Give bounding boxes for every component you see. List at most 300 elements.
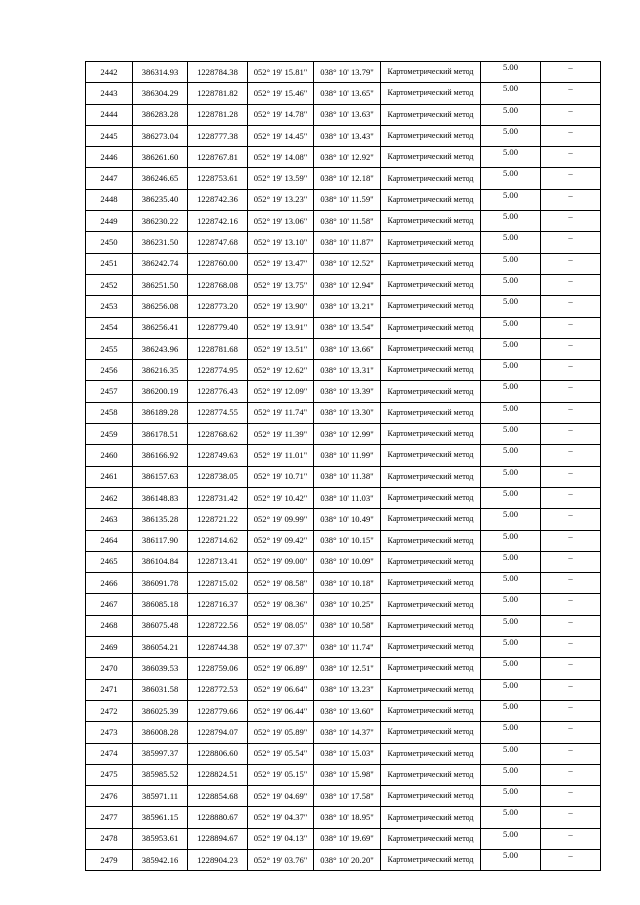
y-coordinate-cell: 1228768.08 [188, 274, 248, 295]
method-cell: Картометрический метод [381, 211, 481, 232]
y-coordinate-cell: 1228716.37 [188, 594, 248, 615]
precision-cell: 5.00 [481, 466, 541, 487]
table-row [86, 743, 601, 764]
precision-cell: 5.00 [481, 594, 541, 615]
table-row [86, 637, 601, 658]
longitude-cell: 038° 10' 11.38" [314, 466, 381, 487]
empty-cell: – [541, 530, 601, 551]
empty-cell: – [541, 424, 601, 445]
empty-cell: – [541, 211, 601, 232]
method-cell: Картометрический метод [381, 743, 481, 764]
y-coordinate-cell: 1228773.20 [188, 296, 248, 317]
x-coordinate-cell: 386117.90 [133, 530, 188, 551]
latitude-cell: 052° 19' 13.23" [248, 189, 314, 210]
latitude-cell: 052° 19' 06.64" [248, 679, 314, 700]
method-cell: Картометрический метод [381, 402, 481, 423]
y-coordinate-cell: 1228731.42 [188, 487, 248, 508]
latitude-cell: 052° 19' 13.75" [248, 274, 314, 295]
empty-cell: – [541, 104, 601, 125]
point-number-cell: 2467 [86, 594, 133, 615]
point-number-cell: 2478 [86, 828, 133, 849]
longitude-cell: 038° 10' 13.63" [314, 104, 381, 125]
latitude-cell: 052° 19' 09.42" [248, 530, 314, 551]
y-coordinate-cell: 1228781.82 [188, 83, 248, 104]
point-number-cell: 2469 [86, 637, 133, 658]
method-cell: Картометрический метод [381, 487, 481, 508]
precision-cell: 5.00 [481, 62, 541, 83]
table-row [86, 849, 601, 870]
empty-cell: – [541, 360, 601, 381]
longitude-cell: 038° 10' 13.43" [314, 125, 381, 146]
method-cell: Картометрический метод [381, 679, 481, 700]
y-coordinate-cell: 1228774.95 [188, 360, 248, 381]
method-cell: Картометрический метод [381, 360, 481, 381]
x-coordinate-cell: 386075.48 [133, 615, 188, 636]
precision-cell: 5.00 [481, 530, 541, 551]
table-row [86, 360, 601, 381]
point-number-cell: 2459 [86, 424, 133, 445]
latitude-cell: 052° 19' 05.15" [248, 764, 314, 785]
latitude-cell: 052° 19' 14.78" [248, 104, 314, 125]
latitude-cell: 052° 19' 13.51" [248, 338, 314, 359]
latitude-cell: 052° 19' 10.71" [248, 466, 314, 487]
y-coordinate-cell: 1228854.68 [188, 786, 248, 807]
x-coordinate-cell: 386166.92 [133, 445, 188, 466]
latitude-cell: 052° 19' 11.01" [248, 445, 314, 466]
method-cell: Картометрический метод [381, 530, 481, 551]
y-coordinate-cell: 1228806.60 [188, 743, 248, 764]
latitude-cell: 052° 19' 14.08" [248, 147, 314, 168]
method-cell: Картометрический метод [381, 700, 481, 721]
longitude-cell: 038° 10' 10.15" [314, 530, 381, 551]
point-number-cell: 2445 [86, 125, 133, 146]
empty-cell: – [541, 168, 601, 189]
longitude-cell: 038° 10' 13.66" [314, 338, 381, 359]
method-cell: Картометрический метод [381, 232, 481, 253]
point-number-cell: 2456 [86, 360, 133, 381]
longitude-cell: 038° 10' 13.60" [314, 700, 381, 721]
empty-cell: – [541, 189, 601, 210]
empty-cell: – [541, 551, 601, 572]
table-row [86, 551, 601, 572]
method-cell: Картометрический метод [381, 828, 481, 849]
latitude-cell: 052° 19' 13.10" [248, 232, 314, 253]
longitude-cell: 038° 10' 11.74" [314, 637, 381, 658]
latitude-cell: 052° 19' 08.36" [248, 594, 314, 615]
point-number-cell: 2457 [86, 381, 133, 402]
longitude-cell: 038° 10' 15.98" [314, 764, 381, 785]
empty-cell: – [541, 317, 601, 338]
longitude-cell: 038° 10' 13.54" [314, 317, 381, 338]
method-cell: Картометрический метод [381, 658, 481, 679]
precision-cell: 5.00 [481, 807, 541, 828]
longitude-cell: 038° 10' 13.21" [314, 296, 381, 317]
method-cell: Картометрический метод [381, 637, 481, 658]
table-row [86, 125, 601, 146]
table-row [86, 104, 601, 125]
y-coordinate-cell: 1228904.23 [188, 849, 248, 870]
precision-cell: 5.00 [481, 722, 541, 743]
longitude-cell: 038° 10' 10.09" [314, 551, 381, 572]
x-coordinate-cell: 386216.35 [133, 360, 188, 381]
point-number-cell: 2461 [86, 466, 133, 487]
point-number-cell: 2450 [86, 232, 133, 253]
method-cell: Картометрический метод [381, 125, 481, 146]
empty-cell: – [541, 445, 601, 466]
empty-cell: – [541, 232, 601, 253]
method-cell: Картометрический метод [381, 296, 481, 317]
y-coordinate-cell: 1228781.68 [188, 338, 248, 359]
table-row [86, 232, 601, 253]
x-coordinate-cell: 386304.29 [133, 83, 188, 104]
x-coordinate-cell: 386231.50 [133, 232, 188, 253]
y-coordinate-cell: 1228776.43 [188, 381, 248, 402]
table-row [86, 466, 601, 487]
point-number-cell: 2443 [86, 83, 133, 104]
point-number-cell: 2462 [86, 487, 133, 508]
latitude-cell: 052° 19' 06.44" [248, 700, 314, 721]
method-cell: Картометрический метод [381, 722, 481, 743]
point-number-cell: 2465 [86, 551, 133, 572]
table-row [86, 62, 601, 83]
x-coordinate-cell: 386085.18 [133, 594, 188, 615]
x-coordinate-cell: 386039.53 [133, 658, 188, 679]
table-row [86, 530, 601, 551]
coordinates-table-body [86, 62, 601, 871]
latitude-cell: 052° 19' 08.05" [248, 615, 314, 636]
x-coordinate-cell: 386235.40 [133, 189, 188, 210]
y-coordinate-cell: 1228767.81 [188, 147, 248, 168]
y-coordinate-cell: 1228713.41 [188, 551, 248, 572]
point-number-cell: 2449 [86, 211, 133, 232]
empty-cell: – [541, 83, 601, 104]
latitude-cell: 052° 19' 09.99" [248, 509, 314, 530]
latitude-cell: 052° 19' 05.89" [248, 722, 314, 743]
latitude-cell: 052° 19' 06.89" [248, 658, 314, 679]
x-coordinate-cell: 386242.74 [133, 253, 188, 274]
point-number-cell: 2476 [86, 786, 133, 807]
table-row [86, 274, 601, 295]
table-row [86, 83, 601, 104]
latitude-cell: 052° 19' 11.74" [248, 402, 314, 423]
table-row [86, 147, 601, 168]
table-row [86, 189, 601, 210]
precision-cell: 5.00 [481, 83, 541, 104]
method-cell: Картометрический метод [381, 104, 481, 125]
x-coordinate-cell: 386256.08 [133, 296, 188, 317]
table-row [86, 402, 601, 423]
x-coordinate-cell: 386008.28 [133, 722, 188, 743]
empty-cell: – [541, 828, 601, 849]
longitude-cell: 038° 10' 10.25" [314, 594, 381, 615]
y-coordinate-cell: 1228772.53 [188, 679, 248, 700]
longitude-cell: 038° 10' 17.58" [314, 786, 381, 807]
x-coordinate-cell: 386261.60 [133, 147, 188, 168]
point-number-cell: 2472 [86, 700, 133, 721]
empty-cell: – [541, 849, 601, 870]
latitude-cell: 052° 19' 04.13" [248, 828, 314, 849]
precision-cell: 5.00 [481, 743, 541, 764]
longitude-cell: 038° 10' 13.79" [314, 62, 381, 83]
precision-cell: 5.00 [481, 487, 541, 508]
x-coordinate-cell: 386256.41 [133, 317, 188, 338]
latitude-cell: 052° 19' 15.81" [248, 62, 314, 83]
empty-cell: – [541, 594, 601, 615]
x-coordinate-cell: 386031.58 [133, 679, 188, 700]
latitude-cell: 052° 19' 15.46" [248, 83, 314, 104]
x-coordinate-cell: 385985.52 [133, 764, 188, 785]
precision-cell: 5.00 [481, 615, 541, 636]
y-coordinate-cell: 1228753.61 [188, 168, 248, 189]
table-row [86, 700, 601, 721]
table-row [86, 828, 601, 849]
longitude-cell: 038° 10' 20.20" [314, 849, 381, 870]
x-coordinate-cell: 385961.15 [133, 807, 188, 828]
empty-cell: – [541, 402, 601, 423]
coordinates-table [85, 61, 601, 871]
table-row [86, 424, 601, 445]
empty-cell: – [541, 62, 601, 83]
table-row [86, 168, 601, 189]
point-number-cell: 2447 [86, 168, 133, 189]
x-coordinate-cell: 385953.61 [133, 828, 188, 849]
longitude-cell: 038° 10' 18.95" [314, 807, 381, 828]
longitude-cell: 038° 10' 11.99" [314, 445, 381, 466]
latitude-cell: 052° 19' 12.62" [248, 360, 314, 381]
empty-cell: – [541, 615, 601, 636]
x-coordinate-cell: 386189.28 [133, 402, 188, 423]
empty-cell: – [541, 274, 601, 295]
x-coordinate-cell: 385997.37 [133, 743, 188, 764]
latitude-cell: 052° 19' 03.76" [248, 849, 314, 870]
empty-cell: – [541, 125, 601, 146]
point-number-cell: 2468 [86, 615, 133, 636]
point-number-cell: 2448 [86, 189, 133, 210]
y-coordinate-cell: 1228779.40 [188, 317, 248, 338]
precision-cell: 5.00 [481, 828, 541, 849]
x-coordinate-cell: 385942.16 [133, 849, 188, 870]
precision-cell: 5.00 [481, 764, 541, 785]
latitude-cell: 052° 19' 07.37" [248, 637, 314, 658]
x-coordinate-cell: 386178.51 [133, 424, 188, 445]
precision-cell: 5.00 [481, 573, 541, 594]
precision-cell: 5.00 [481, 168, 541, 189]
x-coordinate-cell: 386148.83 [133, 487, 188, 508]
longitude-cell: 038° 10' 11.58" [314, 211, 381, 232]
x-coordinate-cell: 386157.63 [133, 466, 188, 487]
y-coordinate-cell: 1228794.07 [188, 722, 248, 743]
y-coordinate-cell: 1228774.55 [188, 402, 248, 423]
method-cell: Картометрический метод [381, 849, 481, 870]
table-row [86, 317, 601, 338]
empty-cell: – [541, 764, 601, 785]
latitude-cell: 052° 19' 13.47" [248, 253, 314, 274]
precision-cell: 5.00 [481, 509, 541, 530]
precision-cell: 5.00 [481, 125, 541, 146]
empty-cell: – [541, 722, 601, 743]
precision-cell: 5.00 [481, 424, 541, 445]
x-coordinate-cell: 385971.11 [133, 786, 188, 807]
table-row [86, 679, 601, 700]
latitude-cell: 052° 19' 04.69" [248, 786, 314, 807]
longitude-cell: 038° 10' 13.65" [314, 83, 381, 104]
latitude-cell: 052° 19' 13.06" [248, 211, 314, 232]
y-coordinate-cell: 1228744.38 [188, 637, 248, 658]
longitude-cell: 038° 10' 13.30" [314, 402, 381, 423]
point-number-cell: 2473 [86, 722, 133, 743]
empty-cell: – [541, 658, 601, 679]
point-number-cell: 2477 [86, 807, 133, 828]
table-row [86, 381, 601, 402]
y-coordinate-cell: 1228880.67 [188, 807, 248, 828]
point-number-cell: 2442 [86, 62, 133, 83]
method-cell: Картометрический метод [381, 615, 481, 636]
point-number-cell: 2453 [86, 296, 133, 317]
method-cell: Картометрический метод [381, 551, 481, 572]
point-number-cell: 2463 [86, 509, 133, 530]
longitude-cell: 038° 10' 13.39" [314, 381, 381, 402]
longitude-cell: 038° 10' 12.52" [314, 253, 381, 274]
longitude-cell: 038° 10' 19.69" [314, 828, 381, 849]
method-cell: Картометрический метод [381, 274, 481, 295]
table-row [86, 296, 601, 317]
table-row [86, 253, 601, 274]
precision-cell: 5.00 [481, 849, 541, 870]
method-cell: Картометрический метод [381, 807, 481, 828]
y-coordinate-cell: 1228760.00 [188, 253, 248, 274]
empty-cell: – [541, 679, 601, 700]
precision-cell: 5.00 [481, 381, 541, 402]
point-number-cell: 2452 [86, 274, 133, 295]
longitude-cell: 038° 10' 11.03" [314, 487, 381, 508]
latitude-cell: 052° 19' 11.39" [248, 424, 314, 445]
table-row [86, 594, 601, 615]
empty-cell: – [541, 807, 601, 828]
point-number-cell: 2454 [86, 317, 133, 338]
method-cell: Картометрический метод [381, 381, 481, 402]
latitude-cell: 052° 19' 08.58" [248, 573, 314, 594]
longitude-cell: 038° 10' 10.49" [314, 509, 381, 530]
precision-cell: 5.00 [481, 445, 541, 466]
precision-cell: 5.00 [481, 104, 541, 125]
empty-cell: – [541, 786, 601, 807]
empty-cell: – [541, 637, 601, 658]
x-coordinate-cell: 386135.28 [133, 509, 188, 530]
latitude-cell: 052° 19' 13.59" [248, 168, 314, 189]
longitude-cell: 038° 10' 11.87" [314, 232, 381, 253]
longitude-cell: 038° 10' 11.59" [314, 189, 381, 210]
x-coordinate-cell: 386025.39 [133, 700, 188, 721]
y-coordinate-cell: 1228747.68 [188, 232, 248, 253]
precision-cell: 5.00 [481, 360, 541, 381]
latitude-cell: 052° 19' 04.37" [248, 807, 314, 828]
y-coordinate-cell: 1228738.05 [188, 466, 248, 487]
method-cell: Картометрический метод [381, 62, 481, 83]
precision-cell: 5.00 [481, 402, 541, 423]
method-cell: Картометрический метод [381, 509, 481, 530]
longitude-cell: 038° 10' 12.94" [314, 274, 381, 295]
longitude-cell: 038° 10' 15.03" [314, 743, 381, 764]
y-coordinate-cell: 1228715.02 [188, 573, 248, 594]
precision-cell: 5.00 [481, 700, 541, 721]
point-number-cell: 2475 [86, 764, 133, 785]
y-coordinate-cell: 1228714.62 [188, 530, 248, 551]
point-number-cell: 2444 [86, 104, 133, 125]
point-number-cell: 2470 [86, 658, 133, 679]
latitude-cell: 052° 19' 13.90" [248, 296, 314, 317]
method-cell: Картометрический метод [381, 445, 481, 466]
table-row [86, 573, 601, 594]
method-cell: Картометрический метод [381, 317, 481, 338]
latitude-cell: 052° 19' 14.45" [248, 125, 314, 146]
empty-cell: – [541, 743, 601, 764]
table-row [86, 786, 601, 807]
precision-cell: 5.00 [481, 253, 541, 274]
y-coordinate-cell: 1228749.63 [188, 445, 248, 466]
empty-cell: – [541, 700, 601, 721]
y-coordinate-cell: 1228742.16 [188, 211, 248, 232]
table-row [86, 658, 601, 679]
longitude-cell: 038° 10' 12.92" [314, 147, 381, 168]
y-coordinate-cell: 1228777.38 [188, 125, 248, 146]
method-cell: Картометрический метод [381, 764, 481, 785]
table-row [86, 338, 601, 359]
empty-cell: – [541, 466, 601, 487]
point-number-cell: 2460 [86, 445, 133, 466]
precision-cell: 5.00 [481, 189, 541, 210]
precision-cell: 5.00 [481, 551, 541, 572]
precision-cell: 5.00 [481, 232, 541, 253]
precision-cell: 5.00 [481, 338, 541, 359]
method-cell: Картометрический метод [381, 786, 481, 807]
y-coordinate-cell: 1228784.38 [188, 62, 248, 83]
latitude-cell: 052° 19' 12.09" [248, 381, 314, 402]
point-number-cell: 2451 [86, 253, 133, 274]
point-number-cell: 2479 [86, 849, 133, 870]
longitude-cell: 038° 10' 10.18" [314, 573, 381, 594]
table-row [86, 722, 601, 743]
x-coordinate-cell: 386230.22 [133, 211, 188, 232]
empty-cell: – [541, 253, 601, 274]
point-number-cell: 2471 [86, 679, 133, 700]
empty-cell: – [541, 147, 601, 168]
x-coordinate-cell: 386283.28 [133, 104, 188, 125]
method-cell: Картометрический метод [381, 83, 481, 104]
x-coordinate-cell: 386243.96 [133, 338, 188, 359]
point-number-cell: 2474 [86, 743, 133, 764]
longitude-cell: 038° 10' 12.99" [314, 424, 381, 445]
latitude-cell: 052° 19' 13.91" [248, 317, 314, 338]
method-cell: Картометрический метод [381, 594, 481, 615]
longitude-cell: 038° 10' 12.51" [314, 658, 381, 679]
x-coordinate-cell: 386246.65 [133, 168, 188, 189]
empty-cell: – [541, 296, 601, 317]
method-cell: Картометрический метод [381, 424, 481, 445]
latitude-cell: 052° 19' 09.00" [248, 551, 314, 572]
y-coordinate-cell: 1228824.51 [188, 764, 248, 785]
precision-cell: 5.00 [481, 679, 541, 700]
y-coordinate-cell: 1228781.28 [188, 104, 248, 125]
point-number-cell: 2455 [86, 338, 133, 359]
longitude-cell: 038° 10' 14.37" [314, 722, 381, 743]
longitude-cell: 038° 10' 10.58" [314, 615, 381, 636]
method-cell: Картометрический метод [381, 147, 481, 168]
x-coordinate-cell: 386273.04 [133, 125, 188, 146]
latitude-cell: 052° 19' 10.42" [248, 487, 314, 508]
y-coordinate-cell: 1228894.67 [188, 828, 248, 849]
empty-cell: – [541, 573, 601, 594]
precision-cell: 5.00 [481, 637, 541, 658]
